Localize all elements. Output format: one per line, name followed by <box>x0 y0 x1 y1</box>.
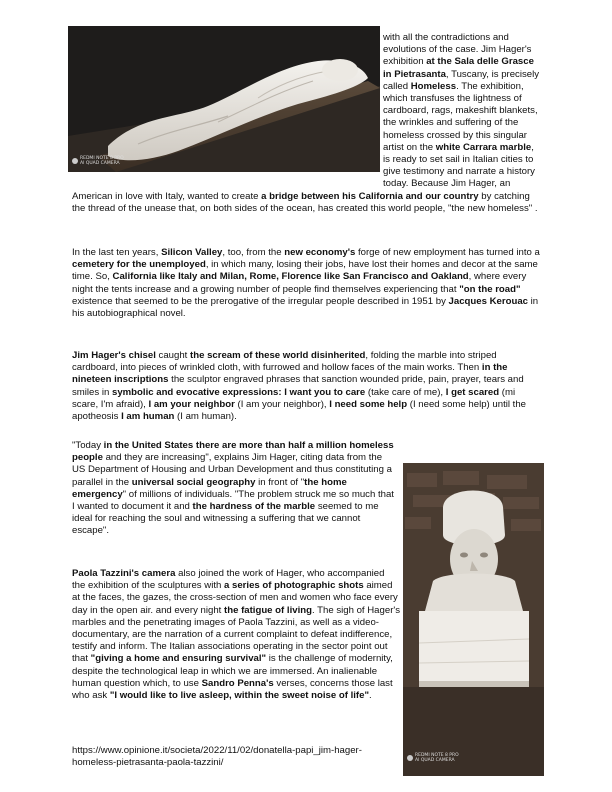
text-run: , Tuscany, is precisely called <box>383 68 540 92</box>
text-run: caught <box>155 350 191 361</box>
text-run: verses, concerns those last who ask <box>72 677 393 702</box>
text-run: with all the contradictions and evolutions of the case. <box>383 32 509 56</box>
text-run: in his autobiographical novel. <box>72 295 539 320</box>
text-run: In the last ten years, <box>72 247 162 258</box>
bold-text-run: in the United States there are more than half a million homeless people <box>72 440 394 464</box>
text-run: , where every night the tents increase and a growing number of people find themselves experiencing that <box>72 271 527 295</box>
head-sculpture-graphic <box>403 463 544 776</box>
text-run: forge of new employment has turned into a <box>355 247 540 258</box>
bold-text-run: the fatigue of living <box>224 604 312 616</box>
text-run: in front of " <box>255 476 305 488</box>
bold-text-run: I get scared <box>445 386 500 398</box>
bold-text-run: white Carrara marble <box>435 141 532 153</box>
bold-text-run: "giving a home and ensuring survival" <box>90 653 267 665</box>
camera-watermark-icon-2 <box>407 755 413 761</box>
text-run: also joined the work of Hager, who accompanied the exhibition of the sculptures with <box>72 568 385 592</box>
bold-text-run: "I would like to live asleep, within the sweet noise of life" <box>109 690 369 702</box>
text-run: (I am human). <box>174 411 237 423</box>
bold-text-run: I am your neighbor <box>148 398 235 410</box>
bold-text-run: California like Italy and Milan, Rome, Florence like San Francisco and Oakland <box>112 271 469 283</box>
bold-text-run: Sandro Penna's <box>201 677 274 689</box>
bold-text-run: cemetery for the unemployed <box>72 259 206 271</box>
text-run: https://www.opinione.it/societa/2022/11/02/donatella-papi_jim-hager-homeless-pietrasanta-paola-tazzini/ <box>72 745 362 769</box>
text-run: . The exhibition, which transfuses the lightness of cardboard, rags, makeshift blankets, the wrinkles and suffering of the homeless crossed by this singular artist on the <box>383 80 538 153</box>
bold-text-run: new economy's <box>284 247 356 258</box>
bold-text-run: symbolic and evocative expressions: I want you to care <box>111 386 366 398</box>
paragraph-united-states <box>72 440 397 538</box>
image-watermark-2: REDMI NOTE 8 PRO AI QUAD CAMERA <box>415 753 459 763</box>
text-run: by catching the thread of the unease that, on both sides of the ocean, has created this world people, "the new homeless" . <box>72 190 538 214</box>
text-run: aimed at the faces, the gazes, the cross-section of men and women who face every day in the open air. and every night <box>72 580 398 616</box>
bold-text-run: a series of photographic shots <box>224 580 364 592</box>
text-run: " of millions of individuals. "The problem struck me so much that I wanted to document it and <box>72 488 394 513</box>
paragraph-paola-tazzini <box>72 568 400 702</box>
text-run: the sculptor engraved phrases that sanction wounded pride, pain, prayer, tears and smiles in <box>72 374 524 398</box>
bold-text-run: in the nineteen inscriptions <box>72 362 508 386</box>
bold-text-run: a bridge between his California and our country <box>261 190 479 202</box>
text-run: . <box>369 690 372 702</box>
bold-text-run: I need some help <box>329 398 408 410</box>
bold-text-run: Paola Tazzini's camera <box>72 568 176 579</box>
text-run: (I am your neighbor), <box>234 398 330 410</box>
bold-text-run: universal social geography <box>131 476 256 488</box>
text-run: . The sigh of Hager's marbles and the penetrating images of Paola Tazzini, as well as a video-documentary, are the narration of a current complaint to defeat indifference, testify and inform. The Italian associations operating in the sector point out that <box>72 604 401 665</box>
paragraph-intro <box>72 32 542 215</box>
text-run: , is ready to set sail in Italian cities to give testimony and narrate a history today. Because Jim Hager, an American in love with Italy, wanted to create <box>72 141 535 202</box>
bold-text-run: Jacques Kerouac <box>448 295 528 307</box>
bold-text-run: the home emergency <box>72 476 347 500</box>
text-run: (mi scare, I'm afraid), <box>72 386 516 410</box>
bold-text-run: the scream of these world disinherited <box>190 350 366 361</box>
bold-text-run: "on the road" <box>459 283 521 295</box>
paragraph-chisel <box>72 350 542 423</box>
source-url[interactable] <box>72 745 372 769</box>
text-run: is the challenge of modernity, despite the technological leap in which we are immersed. An inalienable human question which, to use <box>72 653 393 689</box>
text-run: existence that seemed to be the prerogative of the irregular people described in 1951 by <box>72 295 449 307</box>
bold-text-run: Silicon Valley <box>161 247 223 258</box>
text-run: , too, from the <box>222 247 285 258</box>
paragraph-silicon-valley <box>72 247 542 320</box>
text-run: seemed to me ideal for reaching the soul and witnessing a suffering that we cannot escape". <box>72 501 379 537</box>
text-run: (take care of me), <box>365 386 446 398</box>
image-watermark: REDMI NOTE 8 PRO AI QUAD CAMERA <box>80 156 124 166</box>
sculpture-photo-head <box>403 463 544 776</box>
text-run: "Today <box>72 440 104 451</box>
text-run: , folding the marble into striped cardboard, into pieces of wrinkled cloth, with furrowed and hollow faces of the main works. Then <box>72 350 497 374</box>
bold-text-run: the hardness of the marble <box>192 501 316 513</box>
text-run: and they are increasing", explains Jim Hager, citing data from the US Department of Housing and Urban Development and thus constituting a parallel in the <box>72 452 392 488</box>
bold-text-run: I am human <box>121 411 175 423</box>
text-run: , in which many, losing their jobs, have lost their homes and decor at the same time. So, <box>72 259 538 283</box>
bold-text-run: at the Sala delle Grasce in Pietrasanta <box>383 56 534 80</box>
text-run: (I need some help) until the apotheosis <box>72 398 527 423</box>
bold-text-run: Jim Hager's chisel <box>72 350 156 361</box>
bold-text-run: Homeless <box>410 80 457 92</box>
text-run: Jim Hager's exhibition <box>383 44 532 68</box>
